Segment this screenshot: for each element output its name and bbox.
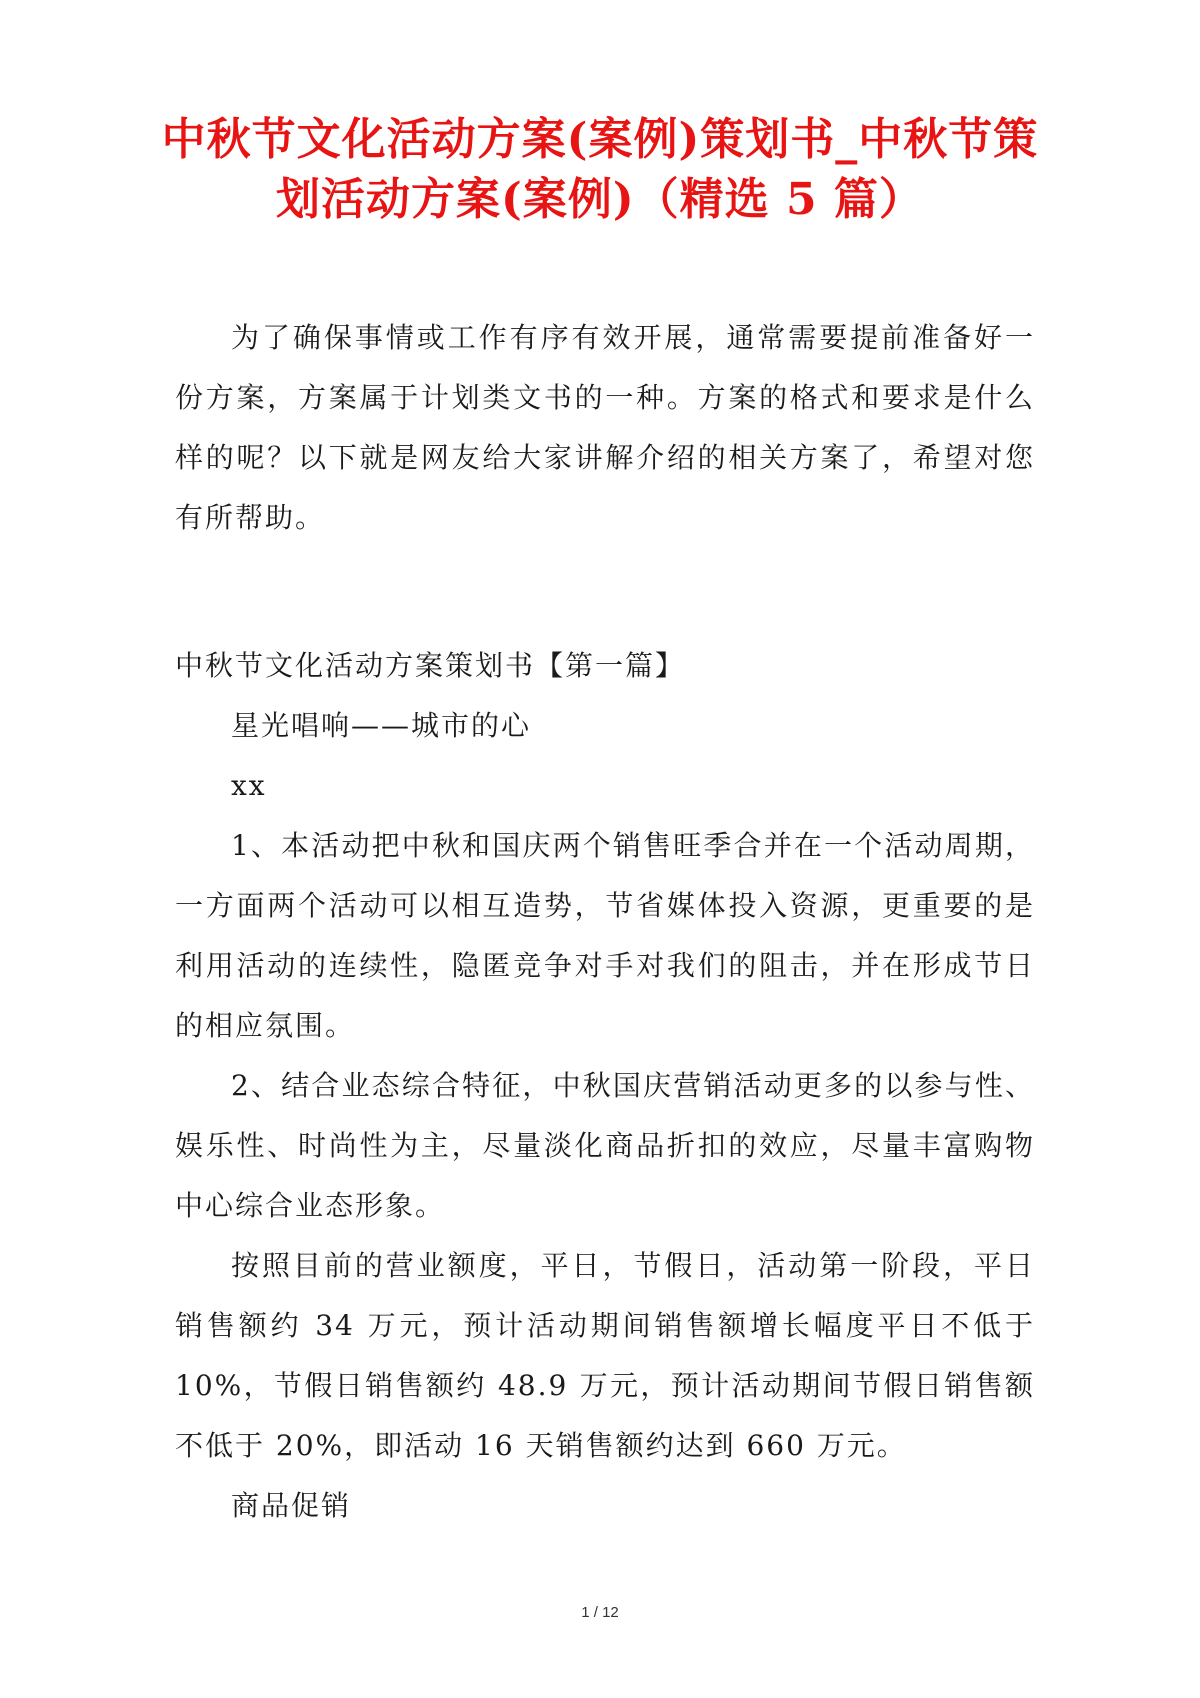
page-number: 1 / 12: [581, 1604, 619, 1621]
document-body: [175, 308, 1035, 1536]
section-heading: 中秋节文化活动方案策划书【第一篇】: [175, 649, 686, 682]
subtitle-paragraph: 星光唱响——城市的心: [231, 709, 532, 742]
intro-paragraph: 为了确保事情或工作有序有效开展，通常需要提前准备好一份方案，方案属于计划类文书的一种。方案的格式和要求是什么样的呢？以下就是网友给大家讲解介绍的相关方案了，希望对您有所帮助。: [175, 321, 1035, 534]
placeholder-paragraph: xx: [231, 769, 267, 802]
promotion-heading: 商品促销: [231, 1489, 352, 1522]
document-title: 中秋节文化活动方案(案例)策划书_中秋节策划活动方案(案例)（精选 5 篇）: [161, 114, 1039, 225]
sales-paragraph: 按照目前的营业额度，平日，节假日，活动第一阶段，平日销售额约 34 万元，预计活动期间销售额增长幅度平日不低于 10%，节假日销售额约 48.9 万元，预计活动期间节假日销售额不低于 20%，即活动 16 天销售额约达到 660 万元。: [175, 1249, 1035, 1462]
body-paragraph-2: 2、结合业态综合特征，中秋国庆营销活动更多的以参与性、娱乐性、时尚性为主，尽量淡化商品折扣的效应，尽量丰富购物中心综合业态形象。: [175, 1069, 1035, 1222]
body-paragraph-1: 1、本活动把中秋和国庆两个销售旺季合并在一个活动周期，一方面两个活动可以相互造势，节省媒体投入资源，更重要的是利用活动的连续性，隐匿竞争对手对我们的阻击，并在形成节日的相应氛围。: [175, 829, 1035, 1042]
